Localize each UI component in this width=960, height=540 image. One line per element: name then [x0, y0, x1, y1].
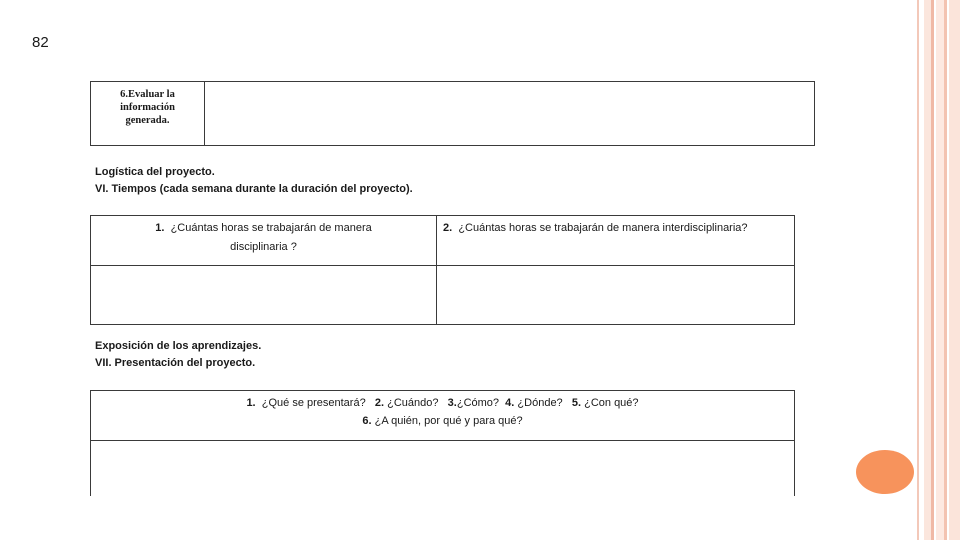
section-vi-heading — [95, 164, 413, 198]
question-text: ¿Dónde? — [517, 397, 563, 409]
question-text: ¿Cuándo? — [387, 397, 439, 409]
question-number: 1. — [155, 222, 165, 234]
time-question-2-cell — [437, 216, 795, 266]
time-table — [90, 215, 795, 325]
question-text: ¿Cuántas horas se trabajarán de manera interdisciplinaria? — [458, 222, 748, 234]
decorative-stripe — [944, 0, 947, 540]
section-vii-line2: VII. Presentación del proyecto. — [95, 357, 256, 369]
slide-number: 82 — [32, 34, 49, 51]
question-number: 4. — [505, 397, 515, 409]
decorative-stripe — [917, 0, 919, 540]
presentation-table — [90, 390, 795, 496]
evaluation-table — [90, 81, 815, 146]
question-number: 2. — [374, 397, 385, 409]
section-vii-line1: Exposición de los aprendizajes. — [95, 340, 262, 352]
time-answer-1-cell — [91, 266, 437, 325]
question-text: ¿A quién, por qué y para qué? — [374, 415, 523, 427]
evaluation-label-cell — [91, 82, 205, 146]
evaluation-label-line: información — [120, 102, 175, 113]
decorative-stripe — [924, 0, 931, 540]
decorative-stripe — [949, 0, 960, 540]
question-text: ¿Cuántas horas se trabajarán de manera — [170, 222, 372, 234]
decorative-stripe — [931, 0, 934, 540]
question-number: 1. — [246, 397, 256, 409]
section-vii-heading — [95, 338, 261, 372]
section-vi-line2: VI. Tiempos (cada semana durante la duración del proyecto). — [95, 183, 413, 195]
question-text: disciplinaria ? — [230, 241, 297, 253]
time-answer-2-cell — [437, 266, 795, 325]
evaluation-answer-cell — [205, 82, 815, 146]
presentation-questions-cell — [91, 391, 795, 441]
presentation-answer-cell — [91, 441, 795, 497]
question-text: ¿Con qué? — [584, 397, 639, 409]
evaluation-label-line: 6.Evaluar la — [120, 89, 175, 100]
evaluation-label-line: generada. — [125, 115, 170, 126]
question-number: 6. — [362, 415, 372, 427]
question-number: 5. — [571, 397, 582, 409]
question-number: 2. — [443, 222, 453, 234]
time-question-1-cell — [91, 216, 437, 266]
orange-circle-decoration — [856, 450, 914, 494]
question-text: ¿Qué se presentará? — [261, 397, 366, 409]
document-image — [90, 80, 816, 496]
question-text: ¿Cómo? — [456, 397, 500, 409]
decorative-stripe — [936, 0, 944, 540]
question-number: 3. — [447, 397, 457, 409]
section-vi-line1: Logística del proyecto. — [95, 166, 215, 178]
